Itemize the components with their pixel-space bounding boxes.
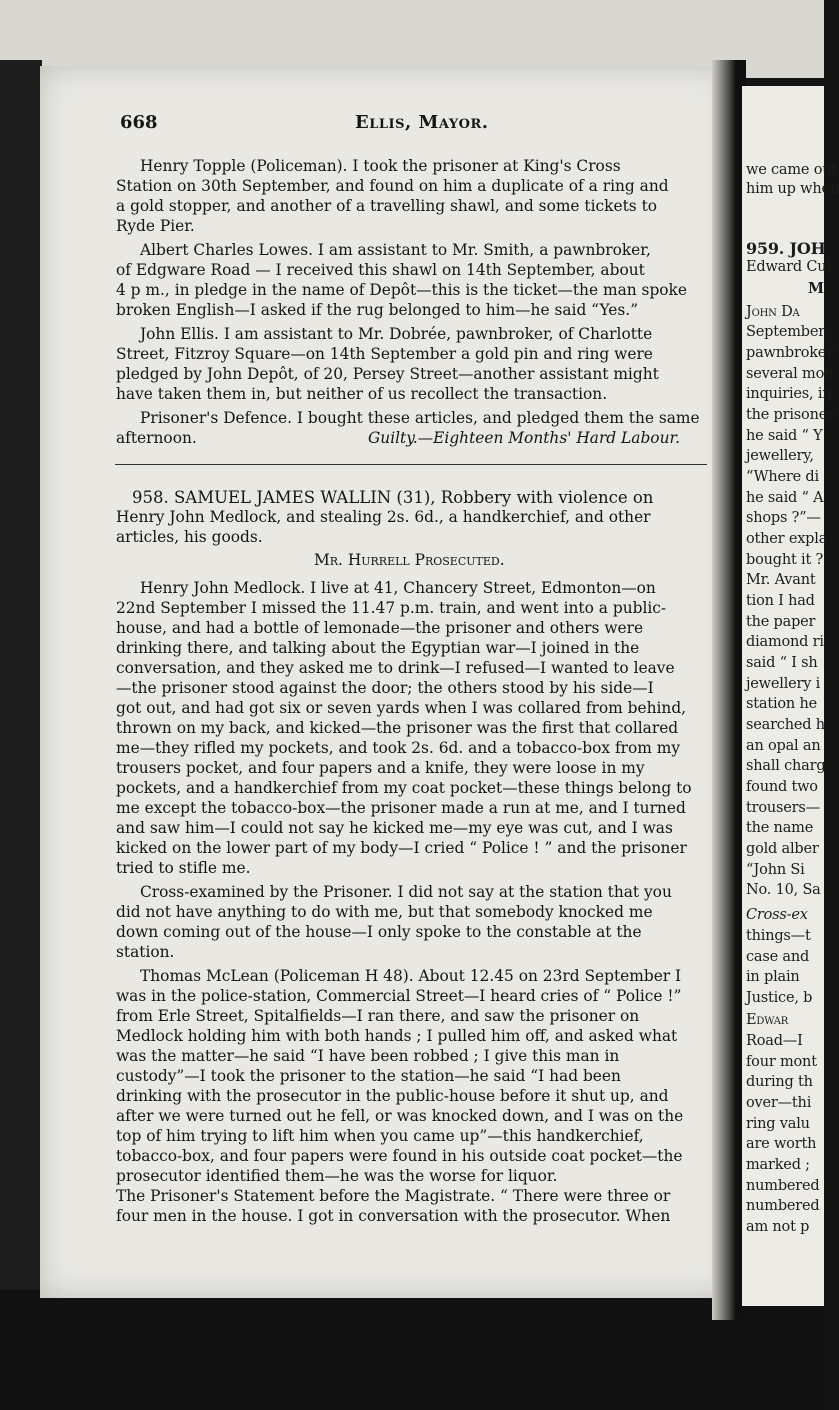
text-line: —the prisoner stood against the door; the others stood by his side—I bbox=[116, 679, 654, 697]
right-page-line: things—t bbox=[746, 928, 811, 944]
right-page-line: jewellery, bbox=[746, 448, 814, 464]
text-line: John Ellis. I am assistant to Mr. Dobrée, pawnbroker, of Charlotte bbox=[140, 325, 653, 343]
right-page-line: he said “ Y bbox=[746, 428, 823, 444]
right-page-line: John Da bbox=[746, 304, 800, 320]
right-page-line: Justice, b bbox=[746, 990, 813, 1006]
text-line: me—they rifled my pockets, and took 2s. 6d. and a tobacco-box from my bbox=[116, 739, 681, 757]
text-line: Station on 30th September, and found on him a duplicate of a ring and bbox=[116, 177, 669, 195]
right-page-line: ring valu bbox=[746, 1116, 810, 1132]
text-line: of Edgware Road — I received this shawl on 14th September, about bbox=[116, 261, 645, 279]
right-page-line: Edwar bbox=[746, 1012, 789, 1028]
text-line: broken English—I asked if the rug belonged to him—he said “Yes.” bbox=[116, 301, 639, 319]
right-page-line: M bbox=[808, 280, 824, 297]
right-page-line: the prisoner bbox=[746, 407, 834, 423]
right-page-line: marked ; bbox=[746, 1157, 810, 1173]
right-page-line: September, bbox=[746, 324, 828, 340]
right-page-line: numbered bbox=[746, 1198, 820, 1214]
running-title: Ellis, Mayor. bbox=[355, 112, 489, 133]
right-page-line: inquiries, in bbox=[746, 386, 832, 402]
text-line: from Erle Street, Spitalfields—I ran there, and saw the prisoner on bbox=[116, 1007, 640, 1025]
text-line: Albert Charles Lowes. I am assistant to Mr. Smith, a pawnbroker, bbox=[140, 241, 651, 259]
right-page-line: Edward Cul bbox=[746, 259, 831, 275]
verdict: Guilty.—Eighteen Months' Hard Labour. bbox=[368, 429, 681, 447]
text-line: custody”—I took the prisoner to the station—he said “I had been bbox=[116, 1067, 621, 1085]
case-heading: 958. SAMUEL JAMES WALLIN (31), Robbery with violence on bbox=[132, 488, 654, 507]
scan-bottom-band bbox=[0, 1290, 824, 1410]
right-page-line: are worth bbox=[746, 1136, 817, 1152]
right-page-line: we came out bbox=[746, 162, 838, 178]
right-page-line: over—thi bbox=[746, 1095, 812, 1111]
text-line: was in the police-station, Commercial Street—I heard cries of “ Police !” bbox=[116, 987, 682, 1005]
text-line: Medlock holding him with both hands ; I pulled him off, and asked what bbox=[116, 1027, 678, 1045]
right-page-line: Mr. Avant bbox=[746, 572, 816, 588]
text-line: conversation, and they asked me to drink—I refused—I wanted to leave bbox=[116, 659, 675, 677]
right-page-line: numbered bbox=[746, 1178, 820, 1194]
right-page-line: four mont bbox=[746, 1054, 817, 1070]
right-page-line: trousers— bbox=[746, 800, 820, 816]
right-page-line: found two bbox=[746, 779, 818, 795]
text-line: have taken them in, but neither of us recollect the transaction. bbox=[116, 385, 608, 403]
right-page-line: “John Si bbox=[746, 862, 805, 878]
text-line: Ryde Pier. bbox=[116, 217, 195, 235]
scan-left-edge bbox=[0, 60, 42, 1410]
right-page-line: several mon bbox=[746, 366, 834, 382]
text-line: down coming out of the house—I only spoke to the constable at the bbox=[116, 923, 642, 941]
text-line: me except the tobacco-box—the prisoner made a run at me, and I turned bbox=[116, 799, 686, 817]
right-page-line: other expla bbox=[746, 531, 828, 547]
text-line: tobacco-box, and four papers were found in his outside coat pocket—the bbox=[116, 1147, 683, 1165]
text-line: house, and had a bottle of lemonade—the prisoner and others were bbox=[116, 619, 644, 637]
right-page-line: “Where di bbox=[746, 469, 819, 485]
right-page-line: said “ I sh bbox=[746, 655, 818, 671]
text-line: Henry John Medlock. I live at 41, Chancery Street, Edmonton—on bbox=[140, 579, 656, 597]
text-line: drinking there, and talking about the Egyptian war—I joined in the bbox=[116, 639, 640, 657]
right-page-line: searched h bbox=[746, 717, 825, 733]
right-page-line: diamond ri bbox=[746, 634, 824, 650]
book-gutter bbox=[712, 60, 746, 1320]
text-line: a gold stopper, and another of a travelling shawl, and some tickets to bbox=[116, 197, 658, 215]
right-page-line: Cross-ex bbox=[746, 907, 808, 923]
text-line: top of him trying to lift him when you came up”—this handkerchief, bbox=[116, 1127, 644, 1145]
text-line: prosecutor identified them—he was the worse for liquor. bbox=[116, 1167, 558, 1185]
text-line: Prisoner's Defence. I bought these articles, and pledged them the same bbox=[140, 409, 700, 427]
right-page-line: he said “ A bbox=[746, 490, 824, 506]
right-page-line: him up when bbox=[746, 181, 839, 197]
right-page-line: No. 10, Sa bbox=[746, 882, 821, 898]
text-line: station. bbox=[116, 943, 175, 961]
right-page-line: tion I had bbox=[746, 593, 815, 609]
right-page-line: the paper bbox=[746, 614, 816, 630]
text-line: Cross-examined by the Prisoner. I did not say at the station that you bbox=[140, 883, 672, 901]
right-page-line: gold alber bbox=[746, 841, 819, 857]
text-line: afternoon. bbox=[116, 429, 197, 447]
text-line: articles, his goods. bbox=[116, 528, 263, 546]
section-rule bbox=[115, 464, 707, 465]
text-line: and saw him—I could not say he kicked me—my eye was cut, and I was bbox=[116, 819, 673, 837]
text-line: Street, Fitzroy Square—on 14th September a gold pin and ring were bbox=[116, 345, 653, 363]
right-page-line: shall charg bbox=[746, 758, 826, 774]
text-line: trousers pocket, and four papers and a knife, they were loose in my bbox=[116, 759, 645, 777]
right-page-line: case and bbox=[746, 949, 810, 965]
text-line: kicked on the lower part of my body—I cried “ Police ! ” and the prisoner bbox=[116, 839, 687, 857]
right-page-line: jewellery i bbox=[746, 676, 821, 692]
text-line: pockets, and a handkerchief from my coat pocket—these things belong to bbox=[116, 779, 692, 797]
prosecution-line: Mr. Hurrell Prosecuted. bbox=[314, 551, 505, 569]
text-line: after we were turned out he fell, or was knocked down, and I was on the bbox=[116, 1107, 684, 1125]
page-number: 668 bbox=[120, 112, 158, 133]
text-line: tried to stifle me. bbox=[116, 859, 251, 877]
text-line: got out, and had got six or seven yards when I was collared from behind, bbox=[116, 699, 687, 717]
text-line: was the matter—he said “I have been robbed ; I give this man in bbox=[116, 1047, 620, 1065]
text-line: Henry Topple (Policeman). I took the prisoner at King's Cross bbox=[140, 157, 621, 175]
right-page-line: the name bbox=[746, 820, 814, 836]
right-page-line: shops ?”— bbox=[746, 510, 821, 526]
right-page-line: during th bbox=[746, 1074, 813, 1090]
right-page-line: in plain bbox=[746, 969, 800, 985]
text-line: thrown on my back, and kicked—the prisoner was the first that collared bbox=[116, 719, 679, 737]
right-page-line: station he bbox=[746, 696, 817, 712]
text-line: four men in the house. I got in conversation with the prosecutor. When bbox=[116, 1207, 671, 1225]
right-page-line: Road—I bbox=[746, 1033, 803, 1049]
text-line: 22nd September I missed the 11.47 p.m. train, and went into a public- bbox=[116, 599, 667, 617]
text-line: The Prisoner's Statement before the Magistrate. “ There were three or bbox=[116, 1187, 671, 1205]
text-line: did not have anything to do with me, but that somebody knocked me bbox=[116, 903, 653, 921]
right-page-line: an opal an bbox=[746, 738, 821, 754]
text-line: Thomas McLean (Policeman H 48). About 12.45 on 23rd September I bbox=[140, 967, 682, 985]
text-line: pledged by John Depôt, of 20, Persey Street—another assistant might bbox=[116, 365, 659, 383]
text-line: Henry John Medlock, and stealing 2s. 6d., a handkerchief, and other bbox=[116, 508, 651, 526]
right-page-line: 959. JOH bbox=[746, 239, 826, 258]
right-page-fragment bbox=[742, 86, 839, 1306]
right-page-line: pawnbroker bbox=[746, 345, 833, 361]
right-page-line: bought it ? bbox=[746, 552, 824, 568]
right-page-line: am not p bbox=[746, 1219, 810, 1235]
text-line: drinking with the prosecutor in the public-house before it shut up, and bbox=[116, 1087, 669, 1105]
text-line: 4 p m., in pledge in the name of Depôt—this is the ticket—the man spoke bbox=[116, 281, 687, 299]
